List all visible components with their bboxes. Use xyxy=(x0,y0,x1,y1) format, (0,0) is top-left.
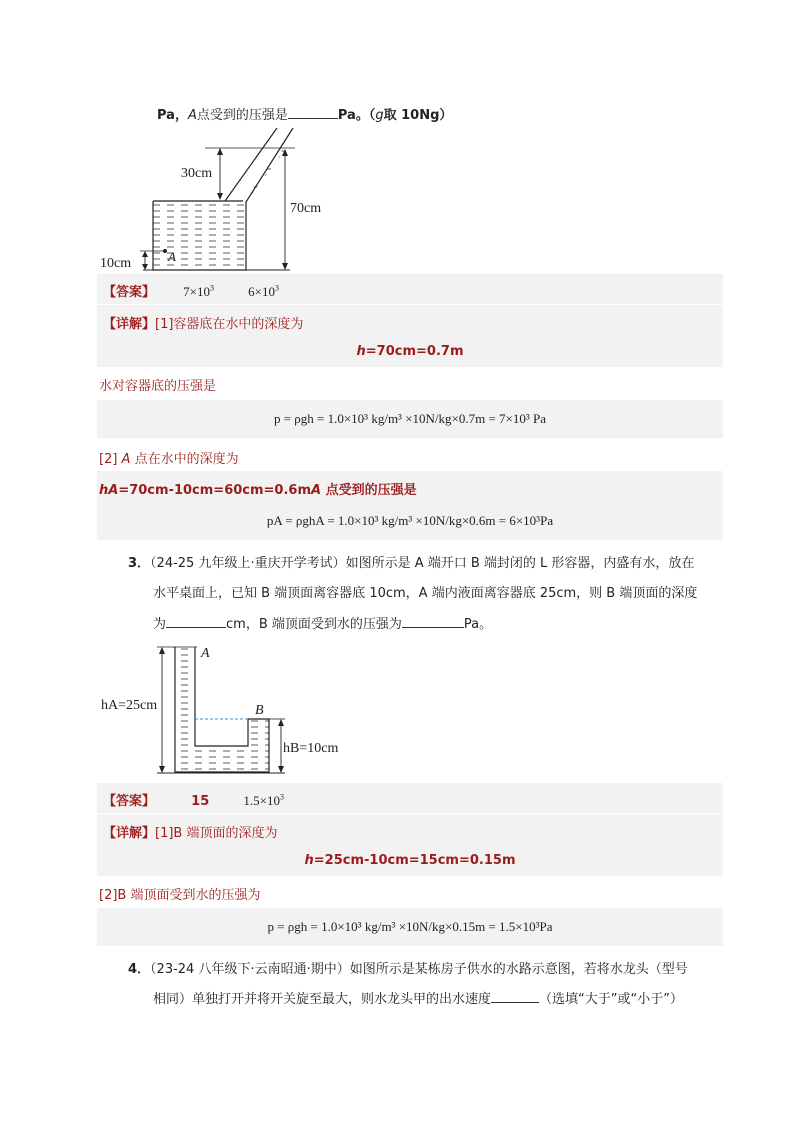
equation-depth-a: hA=70cm-10cm=60cm=0.6mA 点受到的压强是 xyxy=(99,483,417,498)
label-30cm: 30cm xyxy=(181,166,213,181)
label-10cm: 10cm xyxy=(100,256,132,271)
detail-tag: 【详解】 xyxy=(103,826,156,841)
answer-tag: 【答案】 xyxy=(103,285,156,300)
answer-blank xyxy=(166,616,226,628)
question-tail-line xyxy=(157,104,452,123)
label-ha: hA=25cm xyxy=(101,698,158,713)
equation-depth: h=70cm=0.7m xyxy=(356,344,464,359)
answer-blank xyxy=(491,991,539,1003)
label-70cm: 70cm xyxy=(290,201,322,216)
text: [1]容器底在水中的深度为 xyxy=(155,317,304,332)
question-4-line-1: 4．（23-24 八年级下·云南昭通·期中）如图所示是某栋房子供水的水路示意图，若将水龙头（型号 xyxy=(128,962,688,977)
unit-pa: Pa， xyxy=(157,108,188,123)
label-a: A xyxy=(168,249,176,264)
detail-line-1 xyxy=(103,822,277,841)
figure-l-container-diagram xyxy=(95,640,355,780)
answer-row xyxy=(103,281,279,300)
detail-line-2: [2]B 端顶面受到水的压强为 xyxy=(99,888,261,903)
point-a: A xyxy=(187,108,197,123)
formula-pressure-2: pA = ρghA = 1.0×10³ kg/m³ ×10N/kg×0.6m = 6×10³Pa xyxy=(266,513,554,528)
text: [1]B 端顶面的深度为 xyxy=(155,826,278,841)
unit-pa: Pa。（ xyxy=(337,108,376,123)
detail-tag: 【详解】 xyxy=(103,317,156,332)
equation-depth: h=25cm-10cm=15cm=0.15m xyxy=(304,853,516,868)
formula-pressure-1: p = ρgh = 1.0×10³ kg/m³ ×10N/kg×0.7m = 7×10³ Pa xyxy=(273,411,547,426)
question-3-line-3: 为 cm，B 端顶面受到水的压强为 Pa。 xyxy=(153,617,493,632)
question-3-line-1: 3．（24-25 九年级上·重庆开学考试）如图所示是 A 端开口 B 端封闭的 L 形容器，内盛有水，放在 xyxy=(128,556,695,571)
label-hb: hB=10cm xyxy=(283,741,339,756)
answer-blank xyxy=(402,616,464,628)
text: 取 10Ng） xyxy=(383,108,453,123)
detail-line-3: [2] A 点在水中的深度为 xyxy=(99,452,239,467)
detail-line-2: 水对容器底的压强是 xyxy=(99,379,217,394)
answer-value-1: 15 xyxy=(191,794,210,809)
label-b: B xyxy=(255,703,264,718)
answer-blank xyxy=(288,107,338,119)
answer-tag: 【答案】 xyxy=(103,794,156,809)
text: 点受到的压强是 xyxy=(196,108,288,123)
question-4-line-2: 相同）单独打开并将开关旋至最大，则水龙头甲的出水速度 （选填“大于”或“小于”） xyxy=(153,992,683,1007)
symbol-g: g xyxy=(375,108,384,123)
answer-value-2: $6\times 10^3$ xyxy=(248,283,279,299)
figure-container-diagram xyxy=(95,124,340,274)
answer-row xyxy=(103,790,284,809)
answer-value-1: $7\times 10^3$ xyxy=(183,283,214,299)
label-a: A xyxy=(201,646,210,661)
detail-line-1 xyxy=(103,313,303,332)
question-3-line-2: 水平桌面上，已知 B 端顶面离容器底 10cm，A 端内液面离容器底 25cm，则 B 端顶面的深度 xyxy=(153,586,698,601)
answer-value-2: $1.5\times 10^3$ xyxy=(243,792,284,808)
formula-pressure: p = ρgh = 1.0×10³ kg/m³ ×10N/kg×0.15m = 1.5×10³Pa xyxy=(267,919,553,934)
